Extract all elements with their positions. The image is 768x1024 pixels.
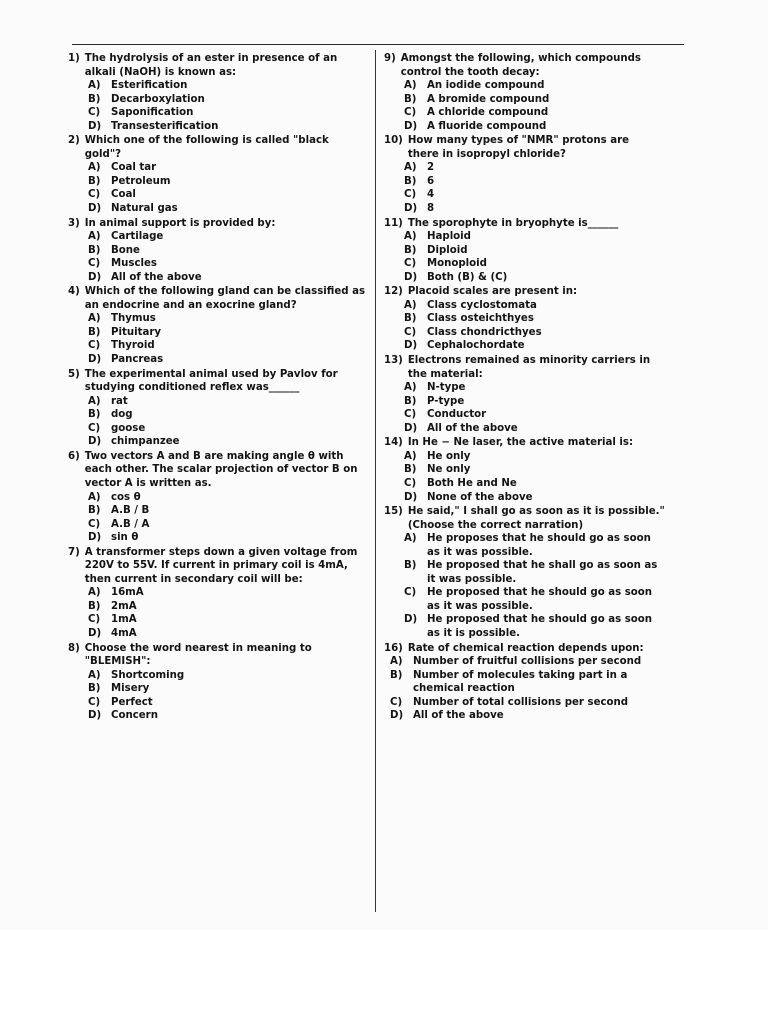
answer-option xyxy=(384,339,684,353)
answer-option xyxy=(384,381,684,395)
option-text: Bone xyxy=(111,244,140,256)
option-label: B) xyxy=(88,505,101,517)
question-number: 2) xyxy=(68,135,80,147)
option-label: B) xyxy=(404,313,417,325)
option-label: A) xyxy=(404,533,417,545)
option-label: C) xyxy=(88,107,101,119)
answer-option xyxy=(68,696,366,710)
answer-option xyxy=(68,395,366,409)
question-stem xyxy=(68,217,366,231)
question-text: The sporophyte in bryophyte is______ xyxy=(407,217,619,229)
option-text: Both (B) & (C) xyxy=(427,271,508,283)
answer-option xyxy=(384,395,684,409)
question-stem xyxy=(68,134,366,161)
answer-option xyxy=(68,586,366,600)
option-label: C) xyxy=(404,477,417,489)
answer-option xyxy=(68,175,366,189)
question-block xyxy=(384,642,684,723)
option-label: B) xyxy=(88,93,101,105)
option-text: 4mA xyxy=(111,627,137,639)
answer-option xyxy=(68,339,366,353)
answer-option xyxy=(384,669,684,696)
option-label: A) xyxy=(404,299,417,311)
option-text: Class osteichthyes xyxy=(427,313,534,325)
option-text: Misery xyxy=(111,683,150,695)
option-label: B) xyxy=(404,395,417,407)
answer-option xyxy=(384,463,684,477)
answer-option xyxy=(68,627,366,641)
option-text: Thymus xyxy=(111,313,156,325)
option-text: 2mA xyxy=(111,600,137,612)
option-text: He proposed that he should go as soon as it is possible. xyxy=(427,614,653,639)
option-text: All of the above xyxy=(111,271,202,283)
answer-option xyxy=(68,79,366,93)
option-label: B) xyxy=(404,244,417,256)
answer-option xyxy=(68,518,366,532)
question-stem xyxy=(384,285,684,299)
option-label: C) xyxy=(88,189,101,201)
question-block xyxy=(384,52,684,133)
option-label: B) xyxy=(88,326,101,338)
option-text: Perfect xyxy=(111,696,153,708)
question-text: Two vectors A and B are making angle θ with each other. The scalar projection of vector B on vector A is written as. xyxy=(84,450,358,489)
option-label: C) xyxy=(390,696,403,708)
answer-option xyxy=(384,202,684,216)
answer-option xyxy=(68,326,366,340)
option-text: sin θ xyxy=(111,532,139,544)
answer-option xyxy=(384,326,684,340)
question-block xyxy=(68,368,366,449)
question-number: 13) xyxy=(384,355,403,367)
answer-option xyxy=(68,93,366,107)
question-number: 9) xyxy=(384,53,396,64)
option-label: C) xyxy=(404,326,417,338)
answer-option xyxy=(384,586,684,613)
option-label: B) xyxy=(404,560,417,572)
option-text: Muscles xyxy=(111,258,157,270)
option-text: Coal tar xyxy=(111,162,157,174)
answer-option xyxy=(68,161,366,175)
answer-option xyxy=(384,613,684,640)
option-text: Concern xyxy=(111,710,158,722)
option-label: D) xyxy=(404,340,418,352)
option-text: None of the above xyxy=(427,491,533,503)
option-label: C) xyxy=(88,340,101,352)
left-column xyxy=(68,52,366,724)
question-stem xyxy=(384,217,684,231)
option-label: A) xyxy=(404,382,417,394)
option-text: Number of total collisions per second xyxy=(413,696,629,708)
option-label: D) xyxy=(404,614,418,626)
answer-option xyxy=(68,435,366,449)
option-label: D) xyxy=(88,436,102,448)
question-text: Which one of the following is called "black gold"? xyxy=(84,135,329,160)
question-number: 16) xyxy=(384,642,403,654)
option-text: Cephalochordate xyxy=(427,340,525,352)
question-text: Electrons remained as minority carriers in the material: xyxy=(407,355,651,380)
answer-option xyxy=(384,696,684,710)
option-label: C) xyxy=(404,258,417,270)
answer-option xyxy=(68,682,366,696)
answer-option xyxy=(68,491,366,505)
option-text: Conductor xyxy=(427,409,487,421)
option-label: D) xyxy=(88,271,102,283)
question-number: 7) xyxy=(68,546,80,558)
question-stem xyxy=(384,642,684,656)
option-text: Pituitary xyxy=(111,326,161,338)
question-stem xyxy=(68,368,366,395)
option-text: Esterification xyxy=(111,80,188,92)
option-text: 1mA xyxy=(111,614,137,626)
option-text: 4 xyxy=(427,189,435,201)
option-label: D) xyxy=(404,271,418,283)
answer-option xyxy=(384,450,684,464)
option-text: dog xyxy=(111,409,133,421)
question-text: Placoid scales are present in: xyxy=(407,286,578,298)
question-number: 1) xyxy=(68,53,80,64)
option-text: Thyroid xyxy=(111,340,155,352)
answer-option xyxy=(384,244,684,258)
option-text: A chloride compound xyxy=(427,107,549,119)
answer-option xyxy=(384,106,684,120)
option-text: Haploid xyxy=(427,231,471,243)
option-label: C) xyxy=(404,189,417,201)
answer-option xyxy=(68,202,366,216)
answer-option xyxy=(384,230,684,244)
question-block xyxy=(68,217,366,285)
question-block xyxy=(68,285,366,366)
question-text: Rate of chemical reaction depends upon: xyxy=(407,642,644,654)
option-text: A fluoride compound xyxy=(427,120,547,132)
option-label: D) xyxy=(88,710,102,722)
question-stem xyxy=(68,450,366,491)
answer-option xyxy=(68,353,366,367)
option-text: Class cyclostomata xyxy=(427,299,537,311)
option-text: Cartilage xyxy=(111,231,164,243)
question-stem xyxy=(384,436,684,450)
question-text: Amongst the following, which compounds control the tooth decay: xyxy=(400,53,641,78)
question-number: 8) xyxy=(68,642,80,654)
option-text: He proposes that he should go as soon as it was possible. xyxy=(427,533,651,558)
answer-option xyxy=(68,230,366,244)
question-stem xyxy=(68,52,366,79)
option-label: C) xyxy=(88,422,101,434)
answer-option xyxy=(384,408,684,422)
option-label: B) xyxy=(88,244,101,256)
question-block xyxy=(68,450,366,545)
answer-option xyxy=(68,106,366,120)
option-text: All of the above xyxy=(413,710,504,722)
question-stem xyxy=(384,354,684,381)
question-number: 3) xyxy=(68,217,80,229)
question-stem xyxy=(68,285,366,312)
option-label: B) xyxy=(88,409,101,421)
answer-option xyxy=(384,477,684,491)
answer-option xyxy=(384,257,684,271)
option-label: A) xyxy=(88,231,101,243)
option-label: D) xyxy=(88,203,102,215)
question-number: 11) xyxy=(384,217,403,229)
question-block xyxy=(384,134,684,215)
option-label: B) xyxy=(390,669,403,681)
option-text: P-type xyxy=(427,395,465,407)
option-text: Shortcoming xyxy=(111,669,185,681)
answer-option xyxy=(68,271,366,285)
question-number: 4) xyxy=(68,286,80,298)
option-text: 2 xyxy=(427,162,435,174)
question-stem xyxy=(68,642,366,669)
option-text: cos θ xyxy=(111,491,141,503)
option-label: D) xyxy=(404,203,418,215)
answer-option xyxy=(384,299,684,313)
option-label: B) xyxy=(404,93,417,105)
option-text: Class chondricthyes xyxy=(427,326,542,338)
top-rule xyxy=(72,44,684,45)
question-block xyxy=(68,52,366,133)
answer-option xyxy=(68,709,366,723)
option-text: Monoploid xyxy=(427,258,487,270)
answer-option xyxy=(68,312,366,326)
option-label: D) xyxy=(88,120,102,132)
option-label: D) xyxy=(404,120,418,132)
option-label: B) xyxy=(404,175,417,187)
option-label: C) xyxy=(88,258,101,270)
option-text: A.B / B xyxy=(111,505,150,517)
question-block xyxy=(384,436,684,504)
question-number: 14) xyxy=(384,437,403,449)
question-stem xyxy=(384,134,684,161)
question-text: In He − Ne laser, the active material is: xyxy=(407,437,634,449)
option-text: 16mA xyxy=(111,587,144,599)
option-label: D) xyxy=(390,710,404,722)
option-label: B) xyxy=(404,464,417,476)
option-text: He proposed that he should go as soon as it was possible. xyxy=(427,587,653,612)
option-label: A) xyxy=(88,313,101,325)
question-text: A transformer steps down a given voltage from 220V to 55V. If current in primary coil is 4mA, then current in secondary coil will be: xyxy=(84,546,358,585)
right-column xyxy=(384,52,684,724)
option-label: A) xyxy=(88,162,101,174)
option-text: chimpanzee xyxy=(111,436,180,448)
option-text: 6 xyxy=(427,175,435,187)
question-block xyxy=(384,285,684,353)
question-number: 5) xyxy=(68,368,80,380)
option-label: C) xyxy=(404,409,417,421)
option-text: All of the above xyxy=(427,422,518,434)
option-text: An iodide compound xyxy=(427,80,545,92)
question-stem xyxy=(384,505,684,532)
question-stem xyxy=(68,546,366,587)
option-text: He only xyxy=(427,450,471,462)
question-text: How many types of "NMR" protons are there in isopropyl chloride? xyxy=(407,135,630,160)
option-text: A bromide compound xyxy=(427,93,550,105)
question-text: The experimental animal used by Pavlov for studying conditioned reflex was______ xyxy=(84,368,338,394)
answer-option xyxy=(384,559,684,586)
option-label: A) xyxy=(88,669,101,681)
answer-option xyxy=(384,312,684,326)
option-label: B) xyxy=(88,683,101,695)
answer-option xyxy=(68,257,366,271)
answer-option xyxy=(384,79,684,93)
option-label: B) xyxy=(88,175,101,187)
question-stem xyxy=(384,52,684,79)
answer-option xyxy=(68,244,366,258)
answer-option xyxy=(384,120,684,134)
question-number: 6) xyxy=(68,450,80,462)
option-text: N-type xyxy=(427,382,466,394)
answer-option xyxy=(384,491,684,505)
answer-option xyxy=(384,161,684,175)
option-text: Both He and Ne xyxy=(427,477,517,489)
option-text: Diploid xyxy=(427,244,468,256)
option-label: A) xyxy=(404,80,417,92)
answer-option xyxy=(68,531,366,545)
answer-option xyxy=(384,175,684,189)
question-number: 15) xyxy=(384,506,403,518)
option-label: D) xyxy=(404,491,418,503)
option-text: Ne only xyxy=(427,464,471,476)
question-block xyxy=(384,217,684,285)
option-text: Natural gas xyxy=(111,203,178,215)
answer-option xyxy=(384,655,684,669)
option-label: A) xyxy=(404,162,417,174)
option-text: 8 xyxy=(427,203,435,215)
question-block xyxy=(68,546,366,641)
option-label: D) xyxy=(88,354,102,366)
option-label: A) xyxy=(88,587,101,599)
option-label: A) xyxy=(404,450,417,462)
question-block xyxy=(68,134,366,215)
answer-option xyxy=(384,709,684,723)
option-text: Saponification xyxy=(111,107,194,119)
answer-option xyxy=(68,669,366,683)
answer-option xyxy=(384,532,684,559)
option-label: C) xyxy=(88,696,101,708)
answer-option xyxy=(68,504,366,518)
option-label: C) xyxy=(88,614,101,626)
option-text: A.B / A xyxy=(111,518,150,530)
question-block xyxy=(68,642,366,723)
answer-option xyxy=(68,120,366,134)
answer-option xyxy=(68,613,366,627)
option-label: B) xyxy=(88,600,101,612)
option-text: Petroleum xyxy=(111,175,171,187)
question-number: 12) xyxy=(384,286,403,298)
question-text: He said," I shall go as soon as it is possible." (Choose the correct narration) xyxy=(407,506,665,531)
option-label: C) xyxy=(404,107,417,119)
question-text: The hydrolysis of an ester in presence of an alkali (NaOH) is known as: xyxy=(84,53,338,78)
option-text: Number of fruitful collisions per second xyxy=(413,656,642,668)
column-divider xyxy=(375,50,376,912)
option-text: Decarboxylation xyxy=(111,93,205,105)
answer-option xyxy=(384,271,684,285)
question-text: In animal support is provided by: xyxy=(84,217,276,229)
option-label: A) xyxy=(390,656,403,668)
answer-option xyxy=(68,188,366,202)
option-text: Number of molecules taking part in a chemical reaction xyxy=(413,669,628,695)
answer-option xyxy=(384,422,684,436)
option-label: A) xyxy=(88,80,101,92)
option-label: C) xyxy=(404,587,417,599)
question-text: Which of the following gland can be classified as an endocrine and an exocrine gland? xyxy=(84,286,366,311)
answer-option xyxy=(68,600,366,614)
question-block xyxy=(384,505,684,640)
option-text: Coal xyxy=(111,189,136,201)
answer-option xyxy=(68,422,366,436)
option-text: He proposed that he shall go as soon as it was possible. xyxy=(427,560,658,585)
answer-option xyxy=(384,93,684,107)
option-label: A) xyxy=(404,231,417,243)
option-label: A) xyxy=(88,491,101,503)
answer-option xyxy=(384,188,684,202)
question-block xyxy=(384,354,684,435)
question-text: Choose the word nearest in meaning to "BLEMISH": xyxy=(84,642,312,668)
option-text: Transesterification xyxy=(111,120,219,132)
option-text: rat xyxy=(111,395,128,407)
answer-option xyxy=(68,408,366,422)
option-text: goose xyxy=(111,422,146,434)
option-label: D) xyxy=(88,532,102,544)
question-number: 10) xyxy=(384,135,403,147)
option-text: Pancreas xyxy=(111,354,164,366)
option-label: C) xyxy=(88,518,101,530)
option-label: D) xyxy=(404,422,418,434)
option-label: D) xyxy=(88,627,102,639)
option-label: A) xyxy=(88,395,101,407)
